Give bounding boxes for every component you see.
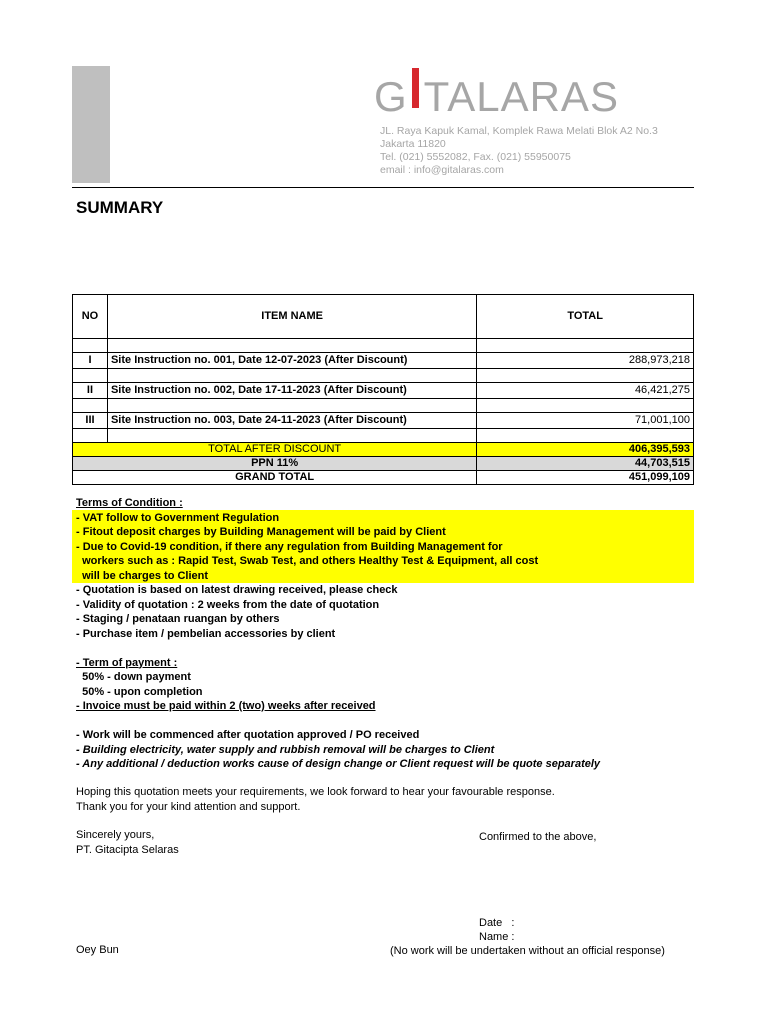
disclaimer-text: (No work will be undertaken without an official response)	[390, 945, 665, 957]
table-row	[73, 353, 694, 369]
closing-line: Hoping this quotation meets your requirements, we look forward to hear your favourable response.	[76, 786, 555, 798]
company-name: PT. Gitacipta Selaras	[76, 843, 179, 856]
row-total: 46,421,275	[477, 383, 694, 399]
terms-heading: Terms of Condition :	[76, 497, 183, 509]
date-field: Date :	[479, 917, 515, 929]
header-item-name: ITEM NAME	[107, 295, 476, 339]
signer-name: Oey Bun	[76, 944, 119, 956]
term-item: - Validity of quotation : 2 weeks from the date of quotation	[76, 598, 380, 611]
address-line: JL. Raya Kapuk Kamal, Komplek Rawa Melati Blok A2 No.3	[380, 125, 658, 137]
row-no: III	[73, 413, 108, 429]
note-electricity: - Building electricity, water supply and rubbish removal will be charges to Client	[76, 743, 495, 756]
row-total: 288,973,218	[477, 353, 694, 369]
table-spacer-row	[73, 399, 694, 413]
company-address	[380, 125, 658, 177]
closing-line: Thank you for your kind attention and support.	[76, 800, 301, 813]
name-field: Name :	[479, 931, 515, 943]
header-grey-block	[72, 66, 110, 183]
header-total: TOTAL	[477, 295, 694, 339]
row-no: II	[73, 383, 108, 399]
note-work: - Work will be commenced after quotation approved / PO received	[76, 729, 420, 741]
row-item-name: Site Instruction no. 002, Date 17-11-2023 (After Discount)	[107, 383, 476, 399]
grand-total-value: 451,099,109	[477, 471, 694, 485]
company-logo	[374, 74, 619, 120]
table-row	[73, 413, 694, 429]
row-total: 71,001,100	[477, 413, 694, 429]
term-item: - Purchase item / pembelian accessories by client	[76, 627, 336, 640]
term-item: will be charges to Client	[76, 569, 209, 582]
sincerely-text: Sincerely yours,	[76, 829, 155, 841]
logo-text-right: TALARAS	[423, 73, 619, 120]
header-divider	[72, 187, 694, 188]
address-line: Jakarta 11820	[380, 138, 446, 150]
term-item: - Quotation is based on latest drawing received, please check	[76, 584, 398, 596]
table-row	[73, 383, 694, 399]
table-spacer-row	[73, 369, 694, 383]
payment-heading: - Term of payment :	[76, 656, 178, 669]
total-after-discount-label: TOTAL AFTER DISCOUNT	[73, 443, 477, 457]
grand-total-label: GRAND TOTAL	[73, 471, 477, 485]
row-item-name: Site Instruction no. 001, Date 12-07-2023 (After Discount)	[107, 353, 476, 369]
confirmed-text: Confirmed to the above,	[479, 831, 597, 843]
payment-line: 50% - down payment	[76, 671, 191, 683]
term-item: - Staging / penataan ruangan by others	[76, 613, 280, 625]
address-line: email : info@gitalaras.com	[380, 164, 504, 176]
term-item: - Fitout deposit charges by Building Management will be paid by Client	[76, 526, 446, 538]
summary-table	[72, 294, 694, 485]
sender-block	[76, 828, 179, 857]
term-item: workers such as : Rapid Test, Swab Test, and others Healthy Test & Equipment, all cost	[76, 555, 539, 567]
grand-total-row	[73, 471, 694, 485]
term-item: - VAT follow to Government Regulation	[76, 511, 280, 524]
table-header-row	[73, 295, 694, 339]
header-no: NO	[73, 295, 108, 339]
logo-text-left: G	[374, 73, 408, 120]
payment-line: 50% - upon completion	[76, 685, 203, 698]
closing-paragraph	[76, 785, 555, 814]
ppn-row	[73, 457, 694, 471]
term-item: - Due to Covid-19 condition, if there any regulation from Building Management for	[76, 540, 503, 553]
ppn-value: 44,703,515	[477, 457, 694, 471]
logo-red-bar	[412, 68, 419, 108]
total-after-discount-value: 406,395,593	[477, 443, 694, 457]
row-item-name: Site Instruction no. 003, Date 24-11-2023 (After Discount)	[107, 413, 476, 429]
table-spacer-row	[73, 429, 694, 443]
terms-section	[76, 496, 600, 772]
ppn-label: PPN 11%	[73, 457, 477, 471]
page-title: SUMMARY	[76, 198, 164, 217]
payment-invoice: - Invoice must be paid within 2 (two) weeks after received	[76, 700, 376, 712]
address-line: Tel. (021) 5552082, Fax. (021) 55950075	[380, 151, 571, 163]
total-after-discount-row	[73, 443, 694, 457]
row-no: I	[73, 353, 108, 369]
table-spacer-row	[73, 339, 694, 353]
note-additional: - Any additional / deduction works cause of design change or Client request will be quote separately	[76, 758, 601, 770]
